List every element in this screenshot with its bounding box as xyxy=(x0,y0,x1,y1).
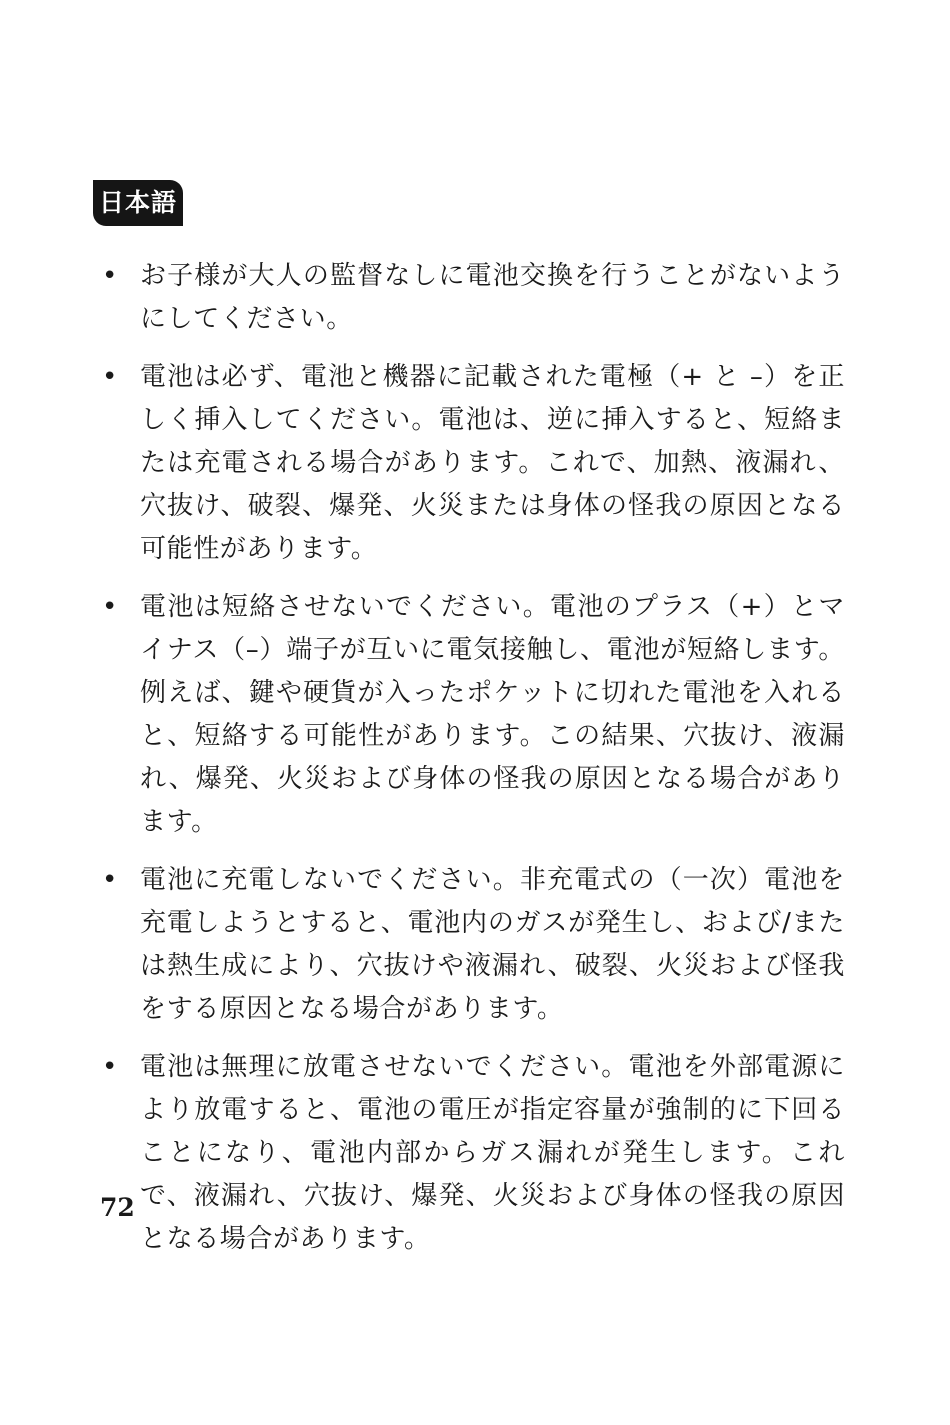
list-item-text: 電池は無理に放電させないでください。電池を外部電源により放電すると、電池の電圧が指定容量が強制的に下回ることになり、電池内部からガス漏れが発生します。これで、液漏れ、穴抜け、爆発、火災および身体の怪我の原因となる場合があります。 xyxy=(140,1052,845,1254)
list-item-text: 電池は必ず、電池と機器に記載された電極（+ と –）を正しく挿入してください。電池は、逆に挿入すると、短絡または充電される場合があります。これで、加熱、液漏れ、穴抜け、破裂、爆発、火災または身体の怪我の原因となる可能性があります。 xyxy=(140,362,845,564)
bullet-marker: • xyxy=(102,1052,118,1082)
bullet-marker: • xyxy=(102,592,118,622)
list-item xyxy=(100,859,845,1031)
bullet-marker: • xyxy=(102,865,118,895)
list-item xyxy=(100,1046,845,1261)
list-item xyxy=(100,586,845,844)
bullet-marker: • xyxy=(102,261,118,291)
bullet-marker: • xyxy=(102,362,118,392)
list-item xyxy=(100,255,845,341)
list-item-text: お子様が大人の監督なしに電池交換を行うことがないようにしてください。 xyxy=(140,261,845,334)
list-item-text: 電池に充電しないでください。非充電式の（一次）電池を充電しようとすると、電池内のガスが発生し、および/または熱生成により、穴抜けや液漏れ、破裂、火災および怪我をする原因となる場合があります。 xyxy=(140,865,845,1024)
language-badge: 日本語 xyxy=(93,180,183,226)
list-item xyxy=(100,356,845,571)
list-item-text: 電池は短絡させないでください。電池のプラス（+）とマイナス（–）端子が互いに電気接触し、電池が短絡します。例えば、鍵や硬貨が入ったポケットに切れた電池を入れると、短絡する可能性があります。この結果、穴抜け、液漏れ、爆発、火災および身体の怪我の原因となる場合があります。 xyxy=(140,592,845,837)
page-number: 72 xyxy=(100,1193,135,1222)
safety-bullet-list xyxy=(100,255,845,1276)
